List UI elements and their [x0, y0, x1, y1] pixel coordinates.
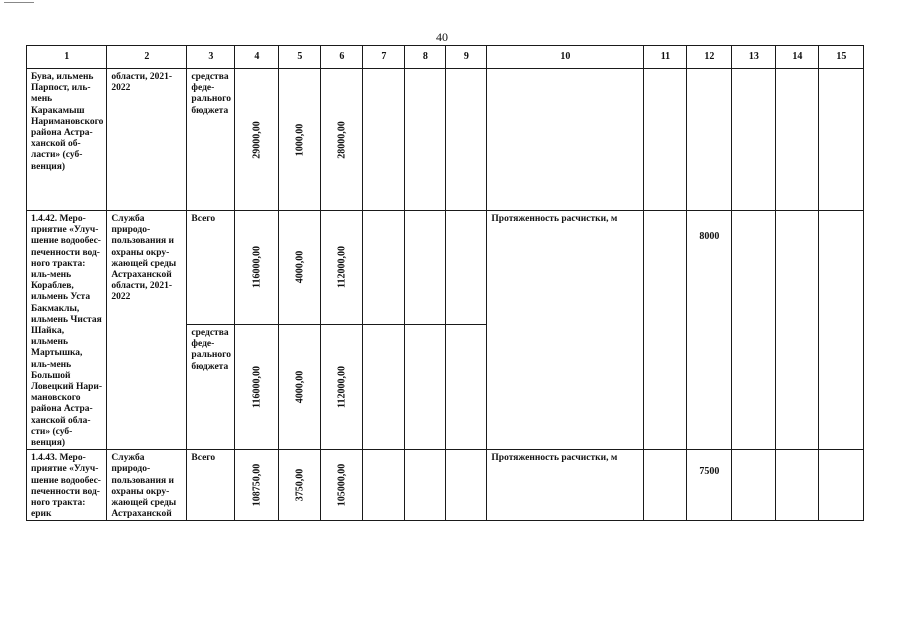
amount-2021: 4000,00 [294, 251, 306, 284]
empty-cell [776, 69, 819, 211]
amount-total: 29000,00 [251, 120, 263, 159]
amount-2021: 3750,00 [294, 469, 306, 502]
header-row [27, 46, 864, 69]
amount-2021: 1000,00 [294, 123, 306, 156]
empty-cell [732, 69, 776, 211]
funding-source: Всего [191, 453, 216, 464]
table-row-1-4-43-total [27, 450, 864, 521]
header-cell-15: 15 [819, 46, 864, 69]
empty-cell [687, 69, 732, 211]
funding-source: средства феде-рального бюджета [191, 72, 231, 116]
header-cell-6: 6 [321, 46, 363, 69]
empty-cell [405, 211, 446, 325]
empty-cell [732, 450, 776, 521]
header-cell-9: 9 [446, 46, 487, 69]
amount-total: 108750,00 [251, 464, 263, 507]
activity-name: 1.4.43. Меро-приятие «Улуч-шение водообес-печенности вод-ного тракта: ерик [31, 453, 101, 520]
amount-2022: 112000,00 [336, 366, 348, 409]
table-row-1-4-42-total [27, 211, 864, 325]
empty-cell [446, 324, 487, 449]
amount-total: 116000,00 [251, 246, 263, 289]
empty-cell [446, 211, 487, 325]
amount-total: 116000,00 [251, 366, 263, 409]
page-number: 40 [436, 30, 448, 44]
executor-period: Служба природо-пользования и охраны окру-жающей среды Астраханской [111, 453, 177, 520]
empty-cell [819, 69, 864, 211]
empty-cell [363, 211, 405, 325]
table-row-continuation [27, 69, 864, 211]
funding-source: Всего [191, 214, 216, 224]
empty-cell [446, 450, 487, 521]
header-cell-8: 8 [405, 46, 446, 69]
activity-name: Бува, ильмень Парпост, иль-мень Каракамыш Наримановского района Астра-ханской об-ласти» (суб-венция) [31, 72, 104, 172]
amount-2022: 28000,00 [336, 120, 348, 159]
header-cell-5: 5 [279, 46, 321, 69]
scan-artifact [4, 2, 34, 3]
empty-cell [644, 211, 687, 450]
header-cell-2: 2 [107, 46, 187, 69]
empty-cell [776, 211, 819, 450]
empty-cell [819, 211, 864, 450]
amount-2022: 112000,00 [336, 246, 348, 289]
program-table [26, 45, 864, 521]
header-cell-12: 12 [687, 46, 732, 69]
header-cell-10: 10 [487, 46, 644, 69]
empty-cell [732, 211, 776, 450]
amount-2021: 4000,00 [294, 370, 306, 404]
header-cell-7: 7 [363, 46, 405, 69]
indicator-name: Протяженность расчистки, м [491, 453, 618, 464]
executor-period: области, 2021-2022 [111, 72, 173, 94]
executor-period: Служба природо-пользования и охраны окру-жающей среды Астраханской области, 2021-2022 [111, 214, 177, 303]
indicator-value: 7500 [699, 466, 720, 478]
indicator-name: Протяженность расчистки, м [491, 214, 618, 224]
header-cell-14: 14 [776, 46, 819, 69]
empty-cell [405, 324, 446, 449]
amount-2022: 105000,00 [336, 464, 348, 507]
funding-source: средства феде-рального бюджета [191, 327, 231, 372]
empty-cell [776, 450, 819, 521]
empty-cell [644, 69, 687, 211]
header-cell-13: 13 [732, 46, 776, 69]
empty-cell [644, 450, 687, 521]
header-cell-11: 11 [644, 46, 687, 69]
empty-cell [405, 450, 446, 521]
indicator-value: 8000 [699, 231, 720, 242]
activity-name: 1.4.42. Меро-приятие «Улуч-шение водообес-печенности вод-ного тракта: иль-мень Кораблев, ильмень Уста Бакмаклы, ильмень Чистая Шайка, ильмень Мартышка, иль-мень Большой Ловецкий Нари-мановского района Астра-ханской обла-сти» (суб-венция) [31, 214, 103, 449]
header-cell-3: 3 [187, 46, 235, 69]
empty-cell [363, 450, 405, 521]
empty-cell [487, 69, 644, 211]
empty-cell [363, 324, 405, 449]
header-cell-1: 1 [27, 46, 107, 69]
empty-cell [405, 69, 446, 211]
empty-cell [363, 69, 405, 211]
header-cell-4: 4 [235, 46, 279, 69]
empty-cell [819, 450, 864, 521]
empty-cell [446, 69, 487, 211]
